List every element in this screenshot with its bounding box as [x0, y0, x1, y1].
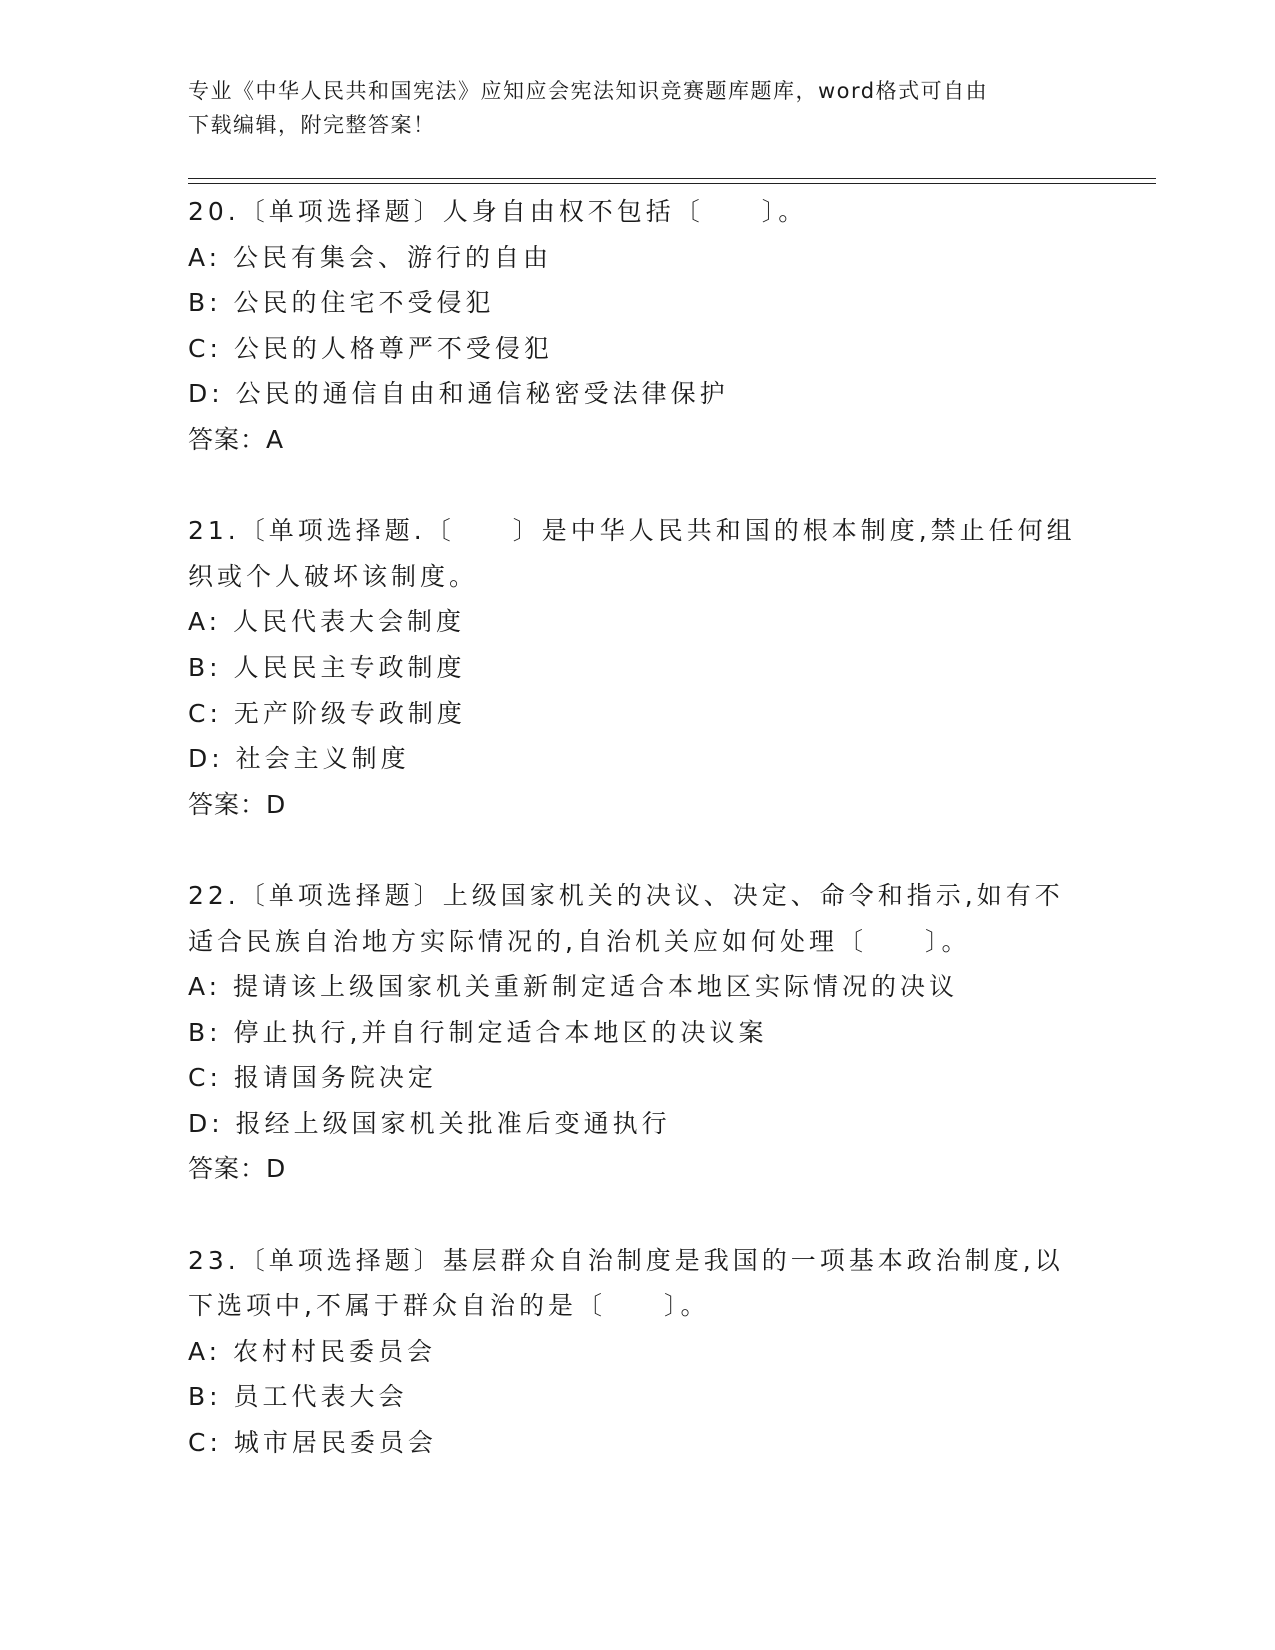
- option-d: D: 公民的通信自由和通信秘密受法律保护: [188, 379, 729, 409]
- spacer: [188, 463, 1078, 509]
- header-line-2: 下载编辑，附完整答案！: [188, 113, 436, 137]
- option-b: B: 员工代表大会: [188, 1382, 408, 1412]
- option-a: A: 农村村民委员会: [188, 1336, 437, 1366]
- option-c: C: 公民的人格尊严不受侵犯: [188, 333, 553, 363]
- question-title: 20.〔单项选择题〕人身自由权不包括〔 〕。: [188, 197, 808, 226]
- option-c: C: 报请国务院决定: [188, 1063, 437, 1093]
- question-list: [188, 189, 1078, 1466]
- spacer: [188, 827, 1078, 873]
- answer: 答案：A: [188, 424, 285, 454]
- option-c: C: 无产阶级专政制度: [188, 698, 466, 728]
- question-title-line-2: 下选项中,不属于群众自治的是〔 〕。: [188, 1291, 710, 1321]
- spacer: [188, 1192, 1078, 1238]
- question-title-line-1: 21.〔单项选择题.〔 〕是中华人民共和国的根本制度,禁止任何组: [188, 516, 1076, 546]
- option-a: A: 公民有集会、游行的自由: [188, 242, 553, 272]
- option-a: A: 提请该上级国家机关重新制定适合本地区实际情况的决议: [188, 972, 959, 1002]
- option-b: B: 人民民主专政制度: [188, 652, 466, 682]
- header-line-1: 专业《中华人民共和国宪法》应知应会宪法知识竞赛题库题库，word格式可自由: [188, 79, 989, 103]
- question-title-line-2: 织或个人破坏该制度。: [188, 561, 479, 591]
- answer: 答案：D: [188, 789, 287, 819]
- header-divider-top: [188, 178, 1156, 179]
- answer: 答案：D: [188, 1154, 287, 1184]
- question-21: [188, 508, 1078, 827]
- option-a: A: 人民代表大会制度: [188, 607, 466, 637]
- document-header: [188, 74, 1088, 142]
- question-22: [188, 873, 1078, 1192]
- question-title-line-1: 22.〔单项选择题〕上级国家机关的决议、决定、命令和指示,如有不: [188, 880, 1064, 910]
- question-20: [188, 189, 1078, 463]
- question-23: [188, 1238, 1078, 1466]
- question-title-line-1: 23.〔单项选择题〕基层群众自治制度是我国的一项基本政治制度,以: [188, 1245, 1064, 1275]
- question-title-line-2: 适合民族自治地方实际情况的,自治机关应如何处理〔 〕。: [188, 926, 971, 956]
- header-divider-bottom: [188, 183, 1156, 184]
- option-c: C: 城市居民委员会: [188, 1428, 437, 1458]
- option-d: D: 社会主义制度: [188, 744, 410, 774]
- option-d: D: 报经上级国家机关批准后变通执行: [188, 1108, 671, 1138]
- option-b: B: 公民的住宅不受侵犯: [188, 288, 495, 318]
- option-b: B: 停止执行,并自行制定适合本地区的决议案: [188, 1017, 768, 1047]
